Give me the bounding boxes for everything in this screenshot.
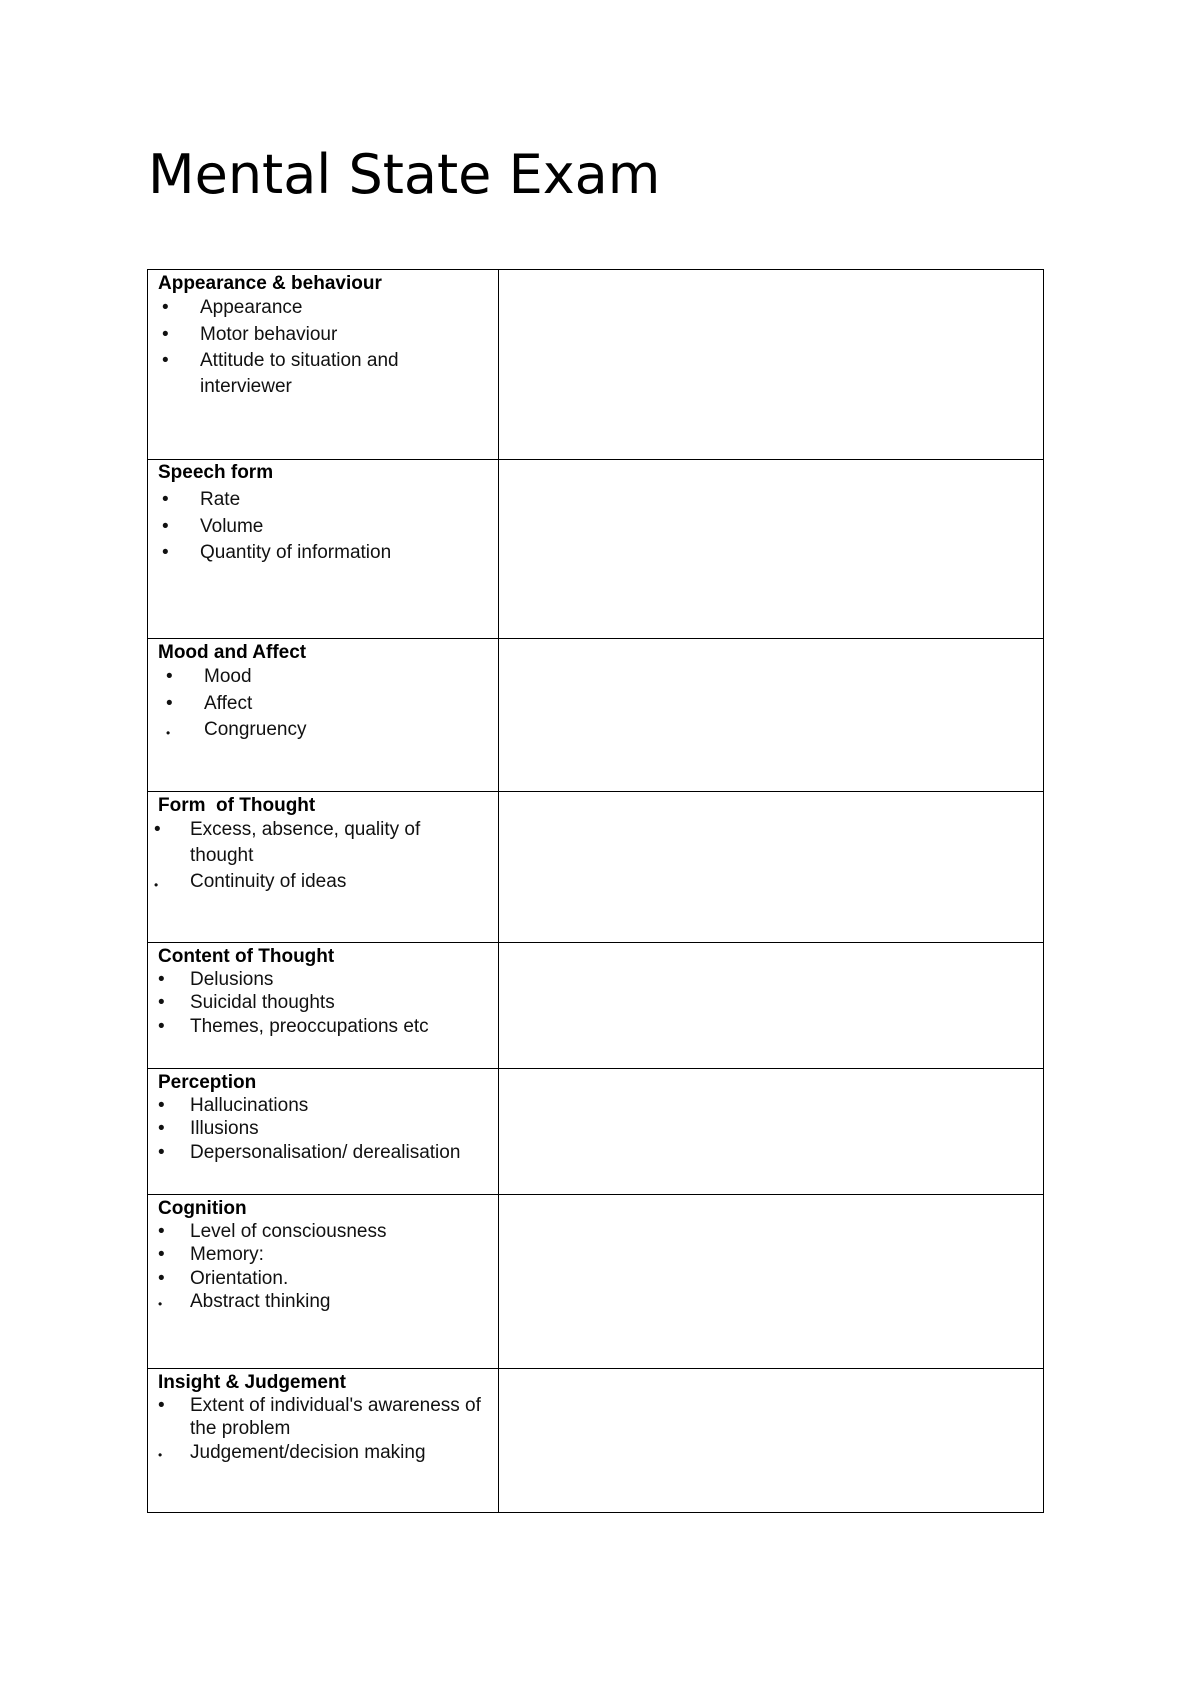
list-item: • Continuity of ideas [148,869,490,895]
notes-field[interactable] [499,460,1044,639]
list-item: • Suicidal thoughts [158,992,335,1014]
section-label-cell [148,270,499,460]
bullet-icon: • [158,1395,165,1416]
section-list [158,487,490,567]
section-list [158,968,490,1038]
section-list [158,1094,490,1164]
bullet-icon: • [158,1297,163,1312]
notes-field[interactable] [499,639,1044,792]
notes-field[interactable] [499,792,1044,943]
list-item: • Level of consciousness [158,1221,387,1242]
section-label-cell [148,943,499,1069]
section-list [148,817,490,895]
list-item: • Appearance [158,295,490,322]
list-item: • Abstract thinking [158,1290,490,1313]
bullet-icon: • [158,1221,165,1242]
bullet-icon: • [158,1447,163,1462]
section-row-speech [148,460,1044,639]
section-heading: Appearance & behaviour [158,273,382,294]
list-item: • Extent of individual's awareness of the problem [158,1395,481,1440]
section-label-cell [148,1369,499,1513]
notes-field[interactable] [499,270,1044,460]
list-item: • Hallucinations [158,1095,309,1116]
notes-field[interactable] [499,1069,1044,1195]
mental-state-exam-table [147,269,1044,1513]
bullet-icon: • [166,726,171,740]
section-row-perception [148,1069,1044,1195]
list-item: • Orientation. [158,1267,289,1289]
section-heading: Cognition [158,1198,247,1219]
notes-field[interactable] [499,1369,1044,1513]
list-item: • Memory: [158,1244,264,1266]
list-item: • Depersonalisation/ derealisation [158,1141,461,1163]
section-label-cell [148,460,499,639]
notes-field[interactable] [499,1195,1044,1369]
list-item: • Judgement/decision making [158,1441,490,1464]
section-label-cell [148,792,499,943]
bullet-icon: • [158,1095,165,1116]
section-list [158,1220,490,1314]
section-heading: Speech form [158,462,274,483]
list-item: • Rate [158,487,490,514]
bullet-icon: • [158,1015,165,1037]
bullet-icon: • [154,878,159,892]
list-item: • Quantity of information [158,540,490,567]
section-row-content-of-thought [148,943,1044,1069]
list-item: • Illusions [158,1118,259,1140]
section-list [158,1394,490,1464]
list-item: • Themes, preoccupations etc [158,1015,429,1037]
bullet-icon: • [162,489,169,510]
page-title: Mental State Exam [148,143,661,206]
bullet-icon: • [162,350,169,371]
section-row-insight [148,1369,1044,1513]
section-row-appearance [148,270,1044,460]
bullet-icon: • [162,323,169,345]
list-item: • Affect [158,691,490,718]
section-row-mood [148,639,1044,792]
section-list [158,295,490,400]
notes-field[interactable] [499,943,1044,1069]
bullet-icon: • [158,1244,165,1266]
list-item: • Attitude to situation and interviewer [162,350,399,397]
list-item: • Delusions [158,969,274,990]
list-item: • Motor behaviour [158,322,490,349]
bullet-icon: • [158,992,165,1014]
list-item: • Excess, absence, quality of thought [154,819,421,866]
bullet-icon: • [158,1267,165,1289]
bullet-icon: • [162,542,169,563]
bullet-icon: • [166,692,173,714]
section-heading: Insight & Judgement [158,1372,346,1393]
bullet-icon: • [154,819,161,840]
section-list [158,664,490,744]
list-item: • Congruency [158,717,490,744]
bullet-icon: • [158,969,165,990]
section-label-cell [148,1195,499,1369]
section-label-cell [148,639,499,792]
bullet-icon: • [162,515,169,537]
section-heading: Perception [158,1072,257,1093]
list-item: • Mood [158,664,490,691]
section-label-cell [148,1069,499,1195]
bullet-icon: • [166,666,173,687]
list-item: • Volume [158,514,490,541]
section-row-cognition [148,1195,1044,1369]
bullet-icon: • [158,1141,165,1163]
bullet-icon: • [158,1118,165,1140]
bullet-icon: • [162,297,169,318]
section-heading: Content of Thought [158,946,335,967]
section-heading: Form of Thought [158,795,316,816]
section-row-form-of-thought [148,792,1044,943]
section-heading: Mood and Affect [158,642,307,663]
